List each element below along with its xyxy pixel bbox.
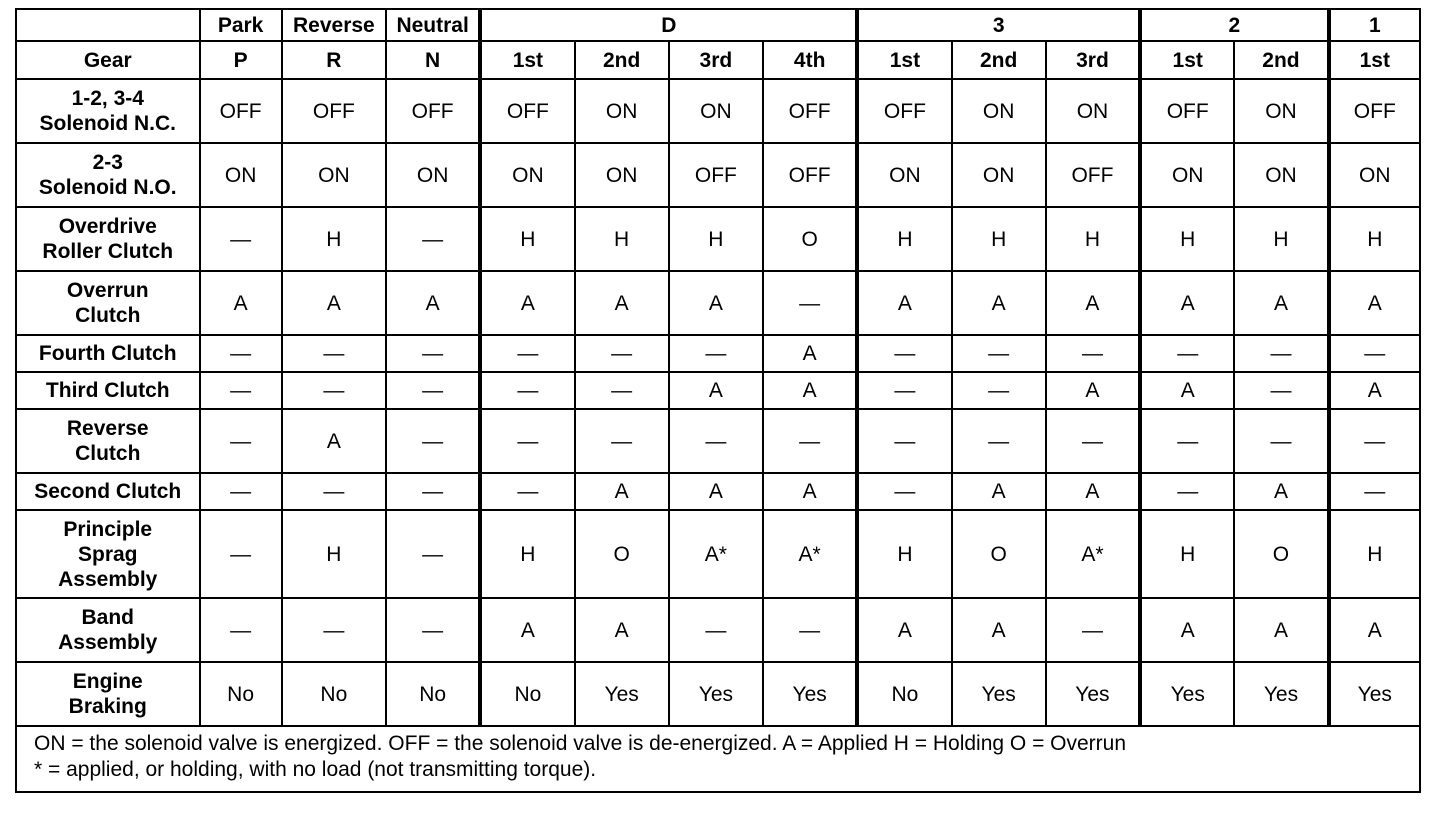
table-row <box>16 662 1420 726</box>
table-cell: — <box>857 372 951 409</box>
row-label-line: Roller Clutch <box>42 240 174 263</box>
gear-row <box>16 41 1420 79</box>
gear-cell: 3rd <box>669 41 763 79</box>
table-cell: — <box>669 335 763 372</box>
table-row <box>16 598 1420 662</box>
table-cell: — <box>1046 598 1140 662</box>
table-cell: A <box>1140 271 1234 335</box>
table-cell: A <box>200 271 282 335</box>
legend <box>15 727 1421 793</box>
table-cell: H <box>1234 207 1328 271</box>
gear-row-label: Gear <box>16 41 200 79</box>
table-row <box>16 335 1420 372</box>
gear-cell: 1st <box>1329 41 1420 79</box>
table-cell: A <box>575 598 669 662</box>
table-cell: Yes <box>952 662 1046 726</box>
table-cell: H <box>480 207 574 271</box>
table-cell: — <box>575 409 669 473</box>
gear-application-chart <box>15 8 1421 793</box>
row-label <box>16 510 200 598</box>
header-park: Park <box>200 9 282 41</box>
table-cell: — <box>763 271 857 335</box>
row-label <box>16 372 200 409</box>
table-row <box>16 372 1420 409</box>
gear-cell: P <box>200 41 282 79</box>
table-cell: Yes <box>575 662 669 726</box>
row-label <box>16 598 200 662</box>
table-cell: — <box>669 598 763 662</box>
table-cell: O <box>763 207 857 271</box>
table-row <box>16 271 1420 335</box>
table-cell: — <box>386 409 480 473</box>
table-cell: — <box>282 372 386 409</box>
table-cell: — <box>952 335 1046 372</box>
row-label <box>16 207 200 271</box>
table-cell: — <box>575 335 669 372</box>
table-cell: — <box>386 598 480 662</box>
table-cell: OFF <box>1140 79 1234 143</box>
gear-cell: 3rd <box>1046 41 1140 79</box>
table-cell: — <box>282 335 386 372</box>
table-cell: H <box>1329 207 1420 271</box>
table-cell: — <box>282 473 386 510</box>
table-cell: — <box>1329 335 1420 372</box>
table-cell: — <box>200 207 282 271</box>
row-label-line: Sprag <box>77 542 138 566</box>
table-cell: OFF <box>480 79 574 143</box>
row-label <box>16 335 200 372</box>
table-cell: — <box>857 335 951 372</box>
gear-cell: 2nd <box>1234 41 1328 79</box>
table-cell: H <box>1046 207 1140 271</box>
legend-line-2: * = applied, or holding, with no load (not transmitting torque). <box>34 758 597 781</box>
gear-cell: 1st <box>857 41 951 79</box>
gear-cell: R <box>282 41 386 79</box>
table-cell: ON <box>669 79 763 143</box>
table-cell: — <box>480 372 574 409</box>
table-cell: OFF <box>282 79 386 143</box>
table-cell: OFF <box>763 143 857 207</box>
gear-cell: 1st <box>480 41 574 79</box>
table-cell: — <box>386 510 480 598</box>
table-cell: No <box>386 662 480 726</box>
table-cell: H <box>952 207 1046 271</box>
table-cell: ON <box>480 143 574 207</box>
table-cell: A <box>952 271 1046 335</box>
legend-line-1: ON = the solenoid valve is energized. OFF = the solenoid valve is de-energized. A = Applied H = Holding O = Overrun <box>34 732 1127 755</box>
table-cell: A <box>763 473 857 510</box>
table-cell: A <box>763 372 857 409</box>
table-cell: A <box>1046 372 1140 409</box>
table-cell: A <box>857 598 951 662</box>
table-cell: — <box>669 409 763 473</box>
table-cell: Yes <box>1140 662 1234 726</box>
table-cell: A <box>282 271 386 335</box>
table-cell: H <box>282 510 386 598</box>
table-cell: O <box>575 510 669 598</box>
row-label-line: Clutch <box>75 442 141 465</box>
table-cell: — <box>1046 335 1140 372</box>
table-cell: A <box>952 598 1046 662</box>
row-label <box>16 409 200 473</box>
table-cell: A <box>575 271 669 335</box>
row-label-line: Clutch <box>75 304 141 327</box>
table-cell: ON <box>1329 143 1420 207</box>
table-cell: — <box>386 335 480 372</box>
row-label-line: Fourth Clutch <box>38 342 177 365</box>
table-cell: H <box>669 207 763 271</box>
range-header-row <box>16 9 1420 41</box>
table-cell: ON <box>1234 79 1328 143</box>
table-cell: ON <box>575 143 669 207</box>
table-cell: — <box>200 510 282 598</box>
table-cell: A <box>1234 473 1328 510</box>
application-table <box>15 8 1421 727</box>
table-cell: A <box>575 473 669 510</box>
table-cell: — <box>200 598 282 662</box>
table-cell: A <box>669 473 763 510</box>
row-label-line: Overrun <box>66 279 149 302</box>
table-row <box>16 79 1420 143</box>
table-cell: A <box>1234 598 1328 662</box>
table-cell: H <box>1140 510 1234 598</box>
table-cell: — <box>1140 335 1234 372</box>
table-cell: — <box>763 409 857 473</box>
header-range-2: 2 <box>1140 9 1329 41</box>
row-label-line: 2-3 <box>92 151 123 174</box>
table-cell: OFF <box>857 79 951 143</box>
table-cell: — <box>1329 409 1420 473</box>
table-cell: ON <box>952 143 1046 207</box>
table-cell: O <box>952 510 1046 598</box>
table-cell: — <box>1234 372 1328 409</box>
table-cell: H <box>1140 207 1234 271</box>
table-cell: — <box>386 372 480 409</box>
row-label <box>16 662 200 726</box>
table-row <box>16 510 1420 598</box>
table-cell: H <box>857 510 951 598</box>
table-cell: H <box>282 207 386 271</box>
table-row <box>16 473 1420 510</box>
table-cell: Yes <box>1329 662 1420 726</box>
row-label-line: Braking <box>68 695 147 718</box>
table-cell: — <box>1140 409 1234 473</box>
table-cell: A <box>1046 473 1140 510</box>
table-cell: A <box>1140 372 1234 409</box>
row-label <box>16 143 200 207</box>
table-cell: ON <box>200 143 282 207</box>
table-cell: — <box>857 473 951 510</box>
table-cell: — <box>1046 409 1140 473</box>
table-cell: Yes <box>763 662 857 726</box>
table-cell: ON <box>857 143 951 207</box>
table-cell: A <box>386 271 480 335</box>
row-label <box>16 271 200 335</box>
table-cell: Yes <box>1234 662 1328 726</box>
table-cell: — <box>1329 473 1420 510</box>
gear-cell: N <box>386 41 480 79</box>
table-cell: A <box>669 372 763 409</box>
table-cell: ON <box>1140 143 1234 207</box>
table-cell: A <box>282 409 386 473</box>
table-cell: — <box>480 409 574 473</box>
table-cell: O <box>1234 510 1328 598</box>
table-cell: H <box>857 207 951 271</box>
table-cell: — <box>200 473 282 510</box>
table-cell: A <box>763 335 857 372</box>
table-cell: — <box>952 409 1046 473</box>
table-cell: No <box>480 662 574 726</box>
table-cell: — <box>282 598 386 662</box>
table-cell: — <box>480 335 574 372</box>
table-cell: H <box>1329 510 1420 598</box>
header-drive: D <box>480 9 857 41</box>
table-row <box>16 143 1420 207</box>
header-reverse: Reverse <box>282 9 386 41</box>
row-label-line: Band <box>81 606 134 629</box>
table-cell: No <box>282 662 386 726</box>
table-cell: ON <box>282 143 386 207</box>
table-cell: — <box>1140 473 1234 510</box>
table-cell: OFF <box>763 79 857 143</box>
corner-cell <box>16 9 200 41</box>
row-label-line: Solenoid N.O. <box>38 176 177 199</box>
gear-cell: 4th <box>763 41 857 79</box>
table-cell: ON <box>1234 143 1328 207</box>
table-cell: H <box>480 510 574 598</box>
row-label-line: Assembly <box>58 631 158 654</box>
gear-cell: 2nd <box>575 41 669 79</box>
table-cell: A <box>1329 271 1420 335</box>
table-cell: — <box>763 598 857 662</box>
row-label <box>16 473 200 510</box>
table-cell: Yes <box>669 662 763 726</box>
table-cell: ON <box>952 79 1046 143</box>
header-range-3: 3 <box>857 9 1140 41</box>
table-cell: OFF <box>669 143 763 207</box>
table-cell: Yes <box>1046 662 1140 726</box>
table-cell: A <box>1329 598 1420 662</box>
table-cell: A <box>480 271 574 335</box>
table-cell: — <box>386 207 480 271</box>
table-cell: A <box>480 598 574 662</box>
table-cell: OFF <box>1329 79 1420 143</box>
table-cell: A <box>1140 598 1234 662</box>
table-cell: A <box>669 271 763 335</box>
table-cell: A <box>1046 271 1140 335</box>
table-cell: — <box>200 335 282 372</box>
table-row <box>16 409 1420 473</box>
table-cell: A <box>1329 372 1420 409</box>
table-cell: ON <box>575 79 669 143</box>
table-cell: A* <box>763 510 857 598</box>
table-cell: — <box>575 372 669 409</box>
table-cell: OFF <box>386 79 480 143</box>
row-label-line: Reverse <box>66 417 149 440</box>
row-label-line: Principle <box>63 517 153 541</box>
row-label <box>16 79 200 143</box>
table-cell: — <box>952 372 1046 409</box>
row-label-line: 1-2, 3-4 <box>71 87 144 110</box>
table-cell: — <box>480 473 574 510</box>
row-label-line: Assembly <box>58 567 158 591</box>
table-row <box>16 207 1420 271</box>
table-cell: No <box>200 662 282 726</box>
row-label-line: Third Clutch <box>45 379 170 402</box>
table-cell: A <box>952 473 1046 510</box>
table-cell: OFF <box>1046 143 1140 207</box>
table-cell: No <box>857 662 951 726</box>
table-cell: — <box>386 473 480 510</box>
table-cell: H <box>575 207 669 271</box>
table-cell: ON <box>1046 79 1140 143</box>
row-label-line: Solenoid N.C. <box>39 112 176 135</box>
table-cell: A <box>857 271 951 335</box>
table-cell: — <box>857 409 951 473</box>
table-cell: — <box>200 409 282 473</box>
table-cell: — <box>1234 409 1328 473</box>
table-cell: OFF <box>200 79 282 143</box>
table-cell: — <box>200 372 282 409</box>
gear-cell: 1st <box>1140 41 1234 79</box>
table-cell: — <box>1234 335 1328 372</box>
table-cell: A* <box>1046 510 1140 598</box>
row-label-line: Second Clutch <box>34 480 182 503</box>
row-label-line: Engine <box>72 670 143 693</box>
header-range-1: 1 <box>1329 9 1420 41</box>
table-cell: A <box>1234 271 1328 335</box>
table-cell: ON <box>386 143 480 207</box>
gear-cell: 2nd <box>952 41 1046 79</box>
row-label-line: Overdrive <box>58 215 157 238</box>
table-cell: A* <box>669 510 763 598</box>
header-neutral: Neutral <box>386 9 480 41</box>
